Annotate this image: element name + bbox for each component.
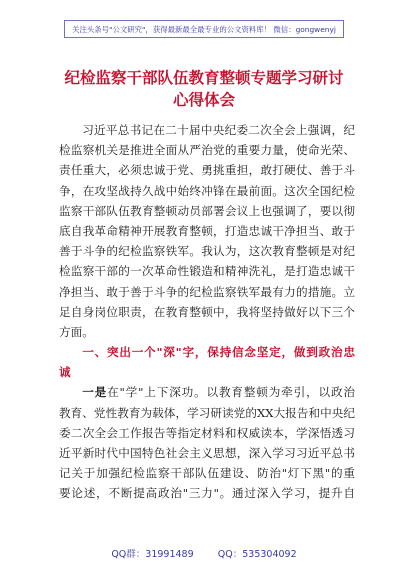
text-line: 教育、党性教育为载体，学习研读党的XX大报告和中央纪 xyxy=(59,405,355,420)
text-line: 足自身岗位职责，在教育整顿中，我将坚持做好以下三个 xyxy=(59,304,355,319)
footer-contact: QQ群：31991489 QQ：535304092 xyxy=(111,549,297,560)
text-line: 记关于加强纪检监察干部队伍建设、防治"灯下黑"的重 xyxy=(59,466,355,481)
text-line: 检监察干部的一次革命性锻造和精神洗礼，是打造忠诚干 xyxy=(59,264,355,279)
text-line: 检监察机关是推进全面从严治党的重要力量，使命光荣、 xyxy=(59,143,355,158)
text-line: 底自我革命精神开展教育整顿，打造忠诚干净担当、敢于 xyxy=(59,223,355,238)
text-line: 责任重大，必须忠诚于党、勇挑重担，敢打硬仗、善于斗 xyxy=(59,163,355,178)
document-title-line-1: 纪检监察干部队伍教育整顿专题学习研讨 xyxy=(64,69,344,87)
paragraph-1 xyxy=(59,382,355,503)
document-title-line-2: 心得体会 xyxy=(172,91,235,109)
text-line: 监察干部队伍教育整顿动员部署会议上也强调了，要以彻 xyxy=(59,203,355,218)
heading-line: 一、突出一个"深"字，保持信念坚定，做到政治忠 xyxy=(82,345,355,360)
paragraph-lead: 一是 xyxy=(82,385,108,400)
text-line: 委二次全会工作报告等指定材料和权威读本，学深悟透习 xyxy=(59,425,355,440)
text-line: 要论述，不断提高政治"三力"。通过深入学习，提升自 xyxy=(59,486,355,501)
text-line: 善于斗争的纪检监察铁军。我认为，这次教育整顿是对纪 xyxy=(59,244,355,259)
paragraph-text: 在"学"上下深功。以教育整顿为牵引，以政治 xyxy=(107,385,355,400)
section-heading-1 xyxy=(59,342,355,382)
heading-line: 诚 xyxy=(59,365,71,380)
text-line: 习近平总书记在二十届中央纪委二次全会上强调，纪 xyxy=(82,123,355,137)
text-line: 净担当、敢于善于斗争的纪检监察铁军最有力的措施。立 xyxy=(59,284,355,299)
text-line: 近平新时代中国特色社会主义思想，深入学习习近平总书 xyxy=(59,446,355,460)
text-line: 方面。 xyxy=(59,324,94,339)
text-line: 争，在攻坚战持久战中始终冲锋在最前面。这次全国纪检 xyxy=(59,183,355,198)
document-body xyxy=(59,120,355,504)
paragraph-intro xyxy=(59,120,355,342)
text-line xyxy=(59,382,355,402)
header-banner: 关注头条号"公文研究"，获得最新最全最专业的公文资料库！ 微信：gongwenyj xyxy=(64,20,344,38)
